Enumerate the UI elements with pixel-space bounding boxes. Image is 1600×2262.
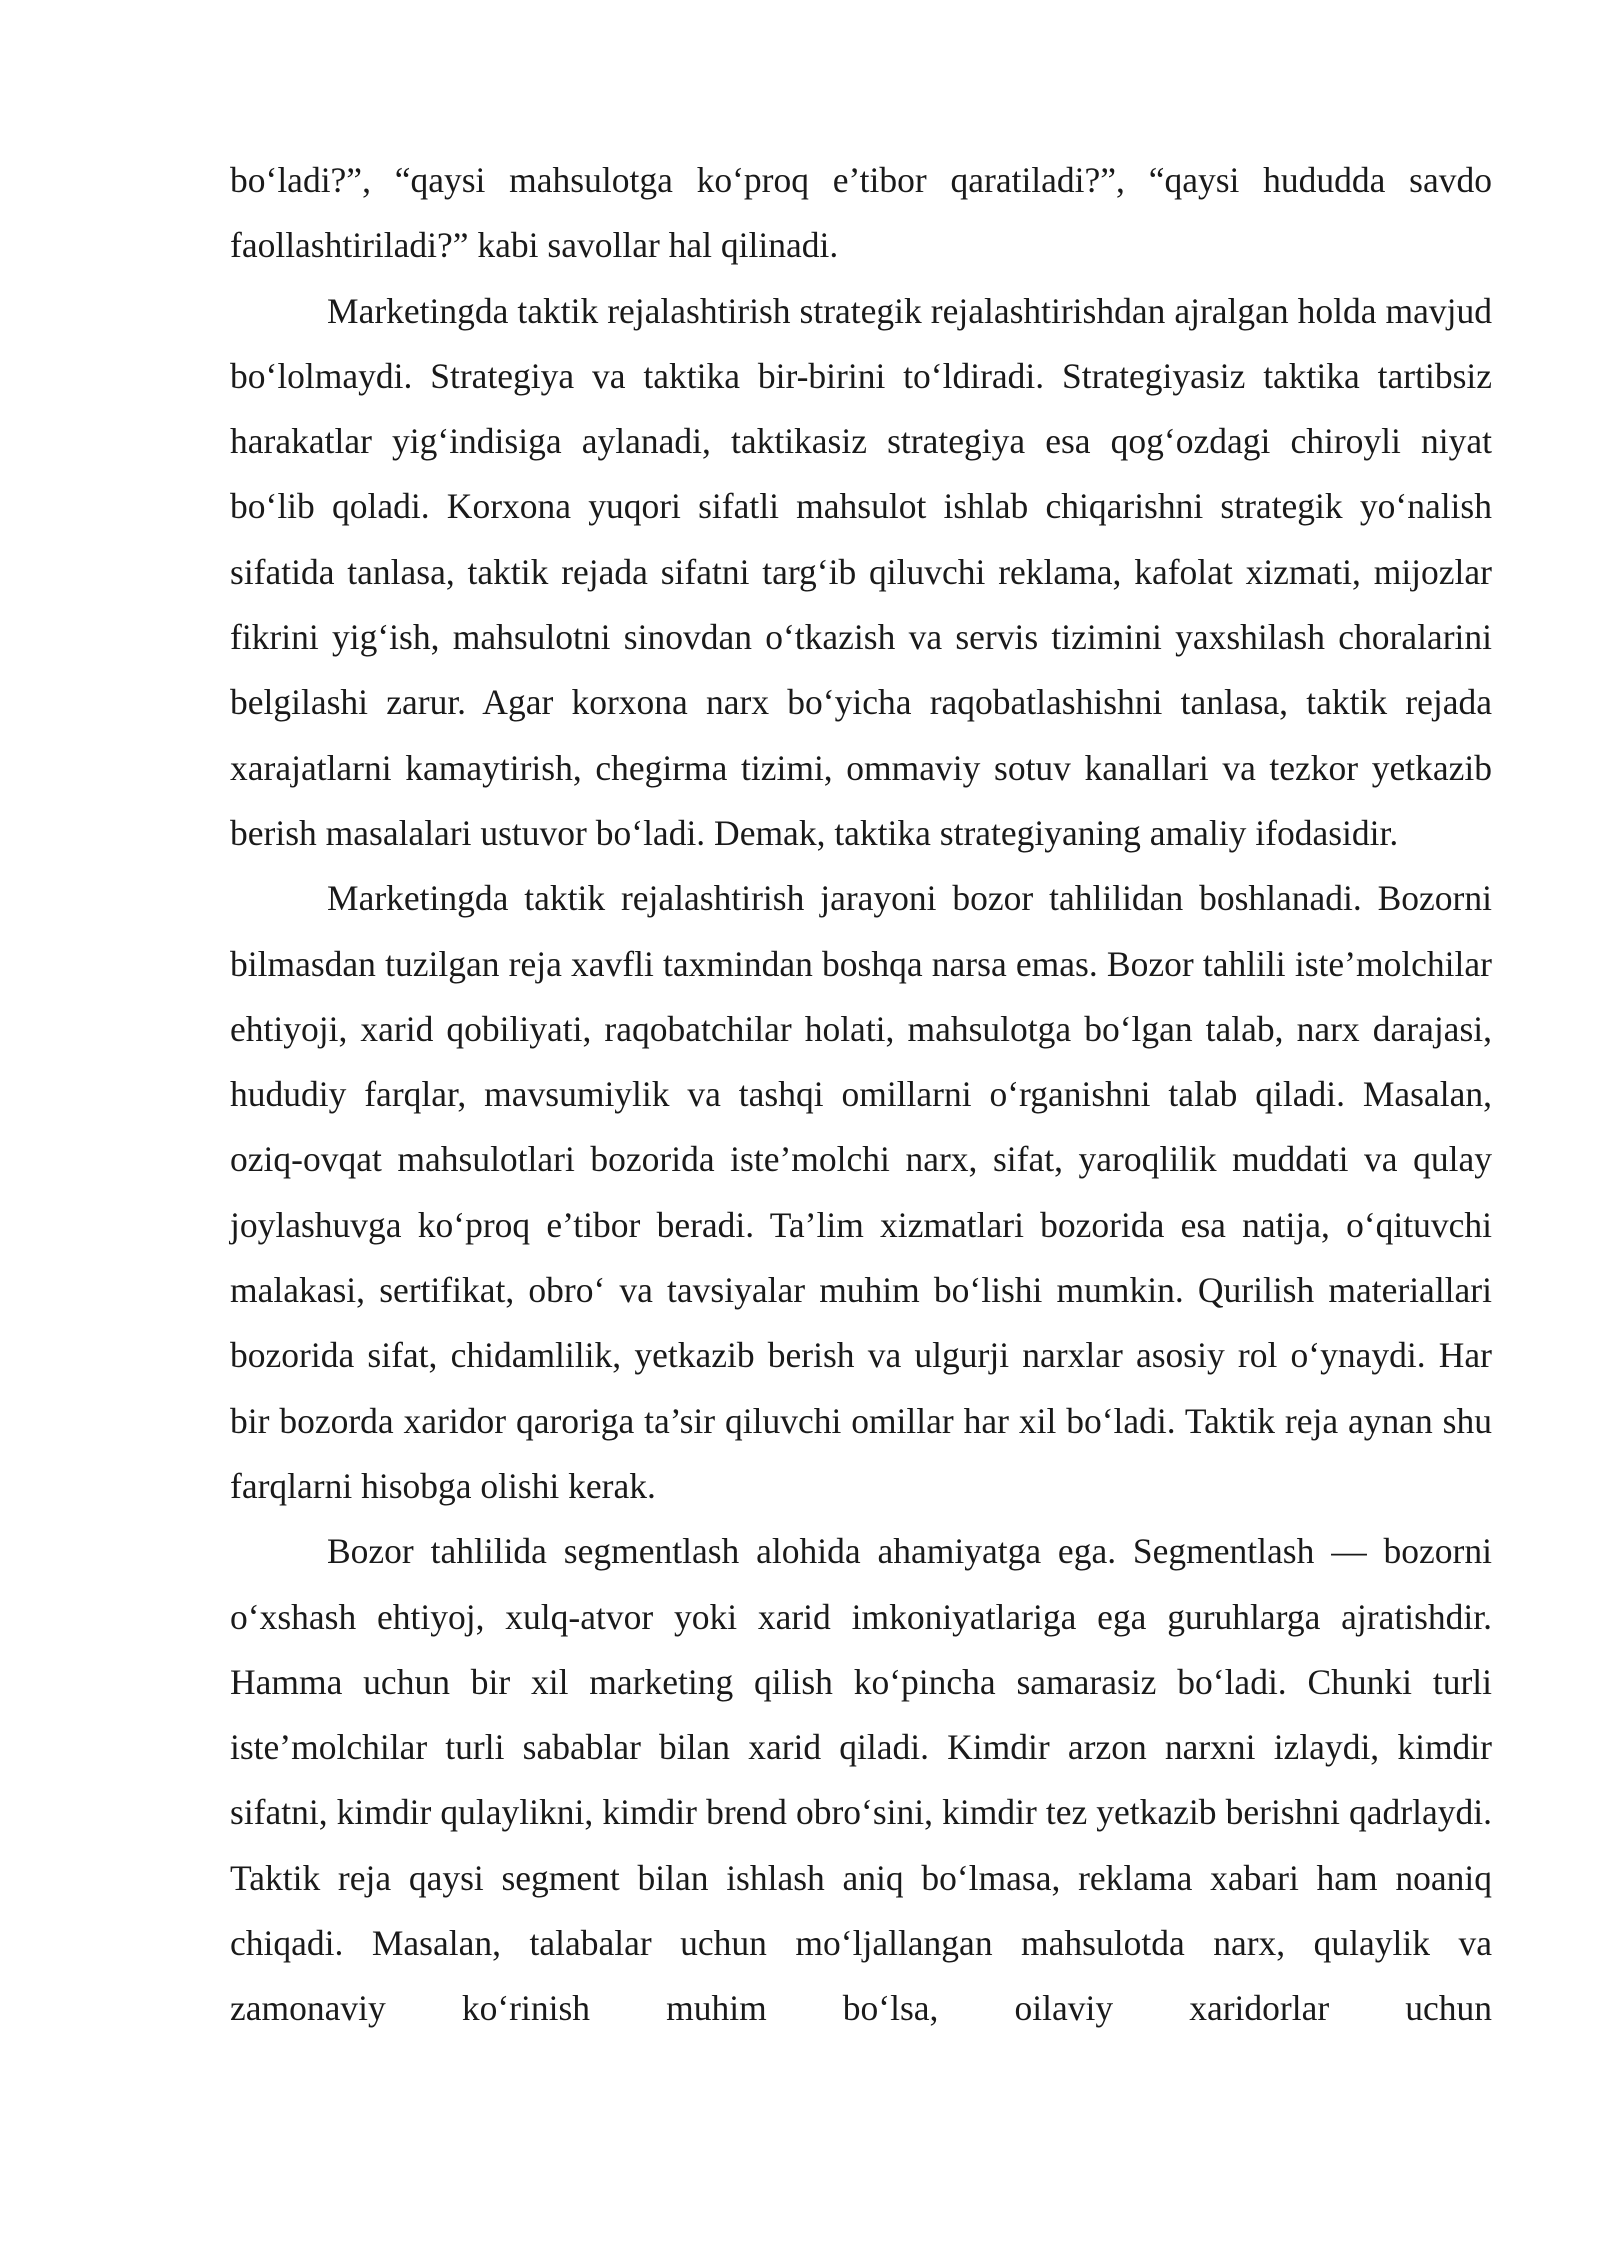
document-body [230,148,1492,2042]
paragraph-strategy-tactics: Marketingda taktik rejalashtirish strategik rejalashtirishdan ajralgan holda mavjud bo‘lolmaydi. Strategiya va taktika bir-birini to‘ldiradi. Strategiyasiz taktika tartibsiz harakatlar yig‘indisiga aylanadi, taktikasiz strategiya esa qog‘ozdagi chiroyli niyat bo‘lib qoladi. Korxona yuqori sifatli mahsulot ishlab chiqarishni strategik yo‘nalish sifatida tanlasa, taktik rejada sifatni targ‘ib qiluvchi reklama, kafolat xizmati, mijozlar fikrini yig‘ish, mahsulotni sinovdan o‘tkazish va servis tizimini yaxshilash choralarini belgilashi zarur. Agar korxona narx bo‘yicha raqobatlashishni tanlasa, taktik rejada xarajatlarni kamaytirish, chegirma tizimi, ommaviy sotuv kanallari va tezkor yetkazib berish masalalari ustuvor bo‘ladi. Demak, taktika strategiyaning amaliy ifodasidir. [230,290,1492,853]
paragraph-continued: bo‘ladi?”, “qaysi mahsulotga ko‘proq e’tibor qaratiladi?”, “qaysi hududda savdo faollashtiriladi?” kabi savollar hal qilinadi. [230,160,1492,266]
paragraph-market-analysis: Marketingda taktik rejalashtirish jarayoni bozor tahlilidan boshlanadi. Bozorni bilmasdan tuzilgan reja xavfli taxmindan boshqa narsa emas. Bozor tahlili iste’molchilar ehtiyoji, xarid qobiliyati, raqobatchilar holati, mahsulotga bo‘lgan talab, narx darajasi, hududiy farqlar, mavsumiylik va tashqi omillarni o‘rganishni talab qiladi. Masalan, oziq-ovqat mahsulotlari bozorida iste’molchi narx, sifat, yaroqlilik muddati va qulay joylashuvga ko‘proq e’tibor beradi. Ta’lim xizmatlari bozorida esa natija, o‘qituvchi malakasi, sertifikat, obro‘ va tavsiyalar muhim bo‘lishi mumkin. Qurilish materiallari bozorida sifat, chidamlilik, yetkazib berish va ulgurji narxlar asosiy rol o‘ynaydi. Har bir bozorda xaridor qaroriga ta’sir qiluvchi omillar har xil bo‘ladi. Taktik reja aynan shu farqlarni hisobga olishi kerak. [230,878,1492,1506]
paragraph-segmentation: Bozor tahlilida segmentlash alohida ahamiyatga ega. Segmentlash — bozorni o‘xshash ehtiyoj, xulq-atvor yoki xarid imkoniyatlariga ega guruhlarga ajratishdir. Hamma uchun bir xil marketing qilish ko‘pincha samarasiz bo‘ladi. Chunki turli iste’molchilar turli sabablar bilan xarid qiladi. Kimdir arzon narxni izlaydi, kimdir sifatni, kimdir qulaylikni, kimdir brend obro‘sini, kimdir tez yetkazib berishni qadrlaydi. Taktik reja qaysi segment bilan ishlash aniq bo‘lmasa, reklama xabari ham noaniq chiqadi. Masalan, talabalar uchun mo‘ljallangan mahsulotda narx, qulaylik va zamonaviy ko‘rinish muhim bo‘lsa, oilaviy xaridorlar uchun [230,1531,1492,2029]
